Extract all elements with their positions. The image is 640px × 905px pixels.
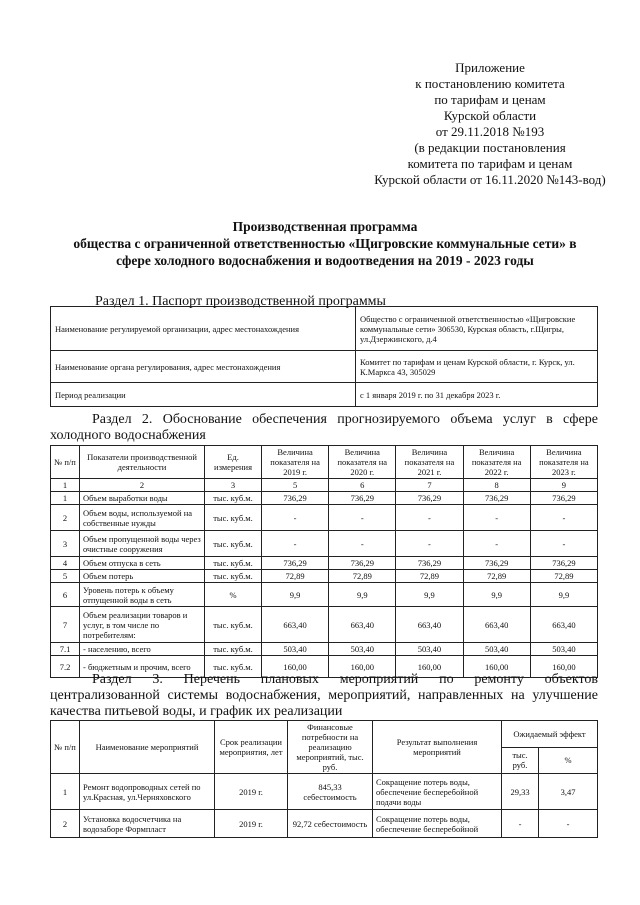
row-number-cell: 7.1 [51,643,80,656]
heading-word: Перечень [183,672,240,687]
appendix-block [360,60,620,188]
header-cell: № п/п [51,721,80,774]
passport-label: Наименование органа регулирования, адрес местонахождения [51,351,356,383]
value-cell: 72,89 [396,570,463,583]
unit-cell: тыс. куб.м. [205,492,262,505]
header-cell: Показатели производственной деятельности [80,446,205,479]
row-number-cell: 6 [51,583,80,607]
value-cell: - [463,505,530,531]
heading-word: Раздел [92,412,132,427]
heading-word: централизованной [50,688,160,703]
indicator-cell: Объем выработки воды [80,492,205,505]
appendix-line: по тарифам и ценам [434,92,546,107]
table-row [51,383,598,407]
title-line: Производственная программа [232,219,418,234]
passport-label: Наименование регулируемой организации, адрес местонахождения [51,307,356,351]
heading-word: обеспечения [252,412,327,427]
table-row [51,643,598,656]
heading-line [50,672,598,688]
value-cell: 72,89 [463,570,530,583]
result-cell: Сокращение потерь воды, обеспечение бесперебойной подачи воды [373,774,502,810]
appendix-line: Курской области [443,108,537,123]
measure-name-cell: Ремонт водопроводных сетей по ул.Красная, ул.Черняховского [80,774,215,810]
value-cell: 663,40 [396,607,463,643]
unit-cell: тыс. куб.м. [205,505,262,531]
row-number-cell: 2 [51,505,80,531]
title-line: сфере холодного водоснабжения и водоотведения на 2019 - 2023 годы [116,253,534,268]
value-cell: 72,89 [329,570,396,583]
header-cell: Наименование мероприятий [80,721,215,774]
section3-heading [50,672,598,720]
header-cell: Срок реализации мероприятия, лет [215,721,288,774]
header-cell: Результат выполнения мероприятий [373,721,502,774]
table-row [51,505,598,531]
value-cell: 160,00 [262,656,329,678]
table-row [51,351,598,383]
value-cell: 160,00 [463,656,530,678]
result-cell: Сокращение потерь воды, обеспечение бесперебойной [373,810,502,838]
value-cell: 503,40 [262,643,329,656]
table-row [51,607,598,643]
value-cell: - [530,531,597,557]
value-cell: 663,40 [262,607,329,643]
measures-table [50,720,598,838]
row-number-cell: 1 [51,774,80,810]
term-cell: 2019 г. [215,774,288,810]
value-cell: 503,40 [329,643,396,656]
title-line: общества с ограниченной ответственностью «Щигровские коммунальные сети» в [73,236,577,251]
header-cell: Величина показателя на 2023 г. [530,446,597,479]
value-cell: 736,29 [396,557,463,570]
table-row [51,570,598,583]
heading-word: водоснабжения, [225,688,321,703]
table-row [51,583,598,607]
heading-word: объема [450,412,493,427]
unit-cell: тыс. куб.м. [205,656,262,678]
indicator-cell: Объем потерь [80,570,205,583]
table-row [51,774,598,810]
value-cell: - [329,505,396,531]
heading-line: холодного водоснабжения [50,428,206,443]
indicator-cell: Объем пропущенной воды через очистные сооружения [80,531,205,557]
heading-word: мероприятий [339,672,419,687]
unit-cell: тыс. куб.м. [205,607,262,643]
value-cell: - [262,531,329,557]
effect-rub-cell: 29,33 [502,774,539,810]
value-cell: 736,29 [329,557,396,570]
passport-label: Период реализации [51,383,356,407]
indicator-cell: - бюджетным и прочим, всего [80,656,205,678]
value-cell: - [396,505,463,531]
passport-value: Общество с ограниченной ответственностью «Щигровские коммунальные сети» 306530, Курская область, г.Щигры, ул.Дзержинского, д.4 [356,307,598,351]
colnum-cell: 2 [80,479,205,492]
heading-word: системы [167,688,219,703]
appendix-line: к постановлению комитета [415,76,565,91]
table-row [51,531,598,557]
header-cell: Величина показателя на 2022 г. [463,446,530,479]
header-cell: Финансовые потребности на реализацию мероприятий, тыс. руб. [288,721,373,774]
heading-word: мероприятий, [328,688,411,703]
value-cell: 9,9 [329,583,396,607]
section2-heading [50,412,598,444]
value-cell: 736,29 [463,557,530,570]
unit-cell: % [205,583,262,607]
value-cell: 503,40 [463,643,530,656]
header-cell: Ожидаемый эффект [502,721,598,748]
heading-line [50,412,598,428]
appendix-line: комитета по тарифам и ценам [407,156,573,171]
heading-word: на [510,688,525,703]
heading-word: объектов [544,672,598,687]
heading-word: направленных [418,688,504,703]
section1-heading: Раздел 1. Паспорт производственной программы [95,294,386,309]
value-cell: - [396,531,463,557]
heading-word: Раздел [92,672,132,687]
unit-cell: тыс. куб.м. [205,557,262,570]
value-cell: 9,9 [262,583,329,607]
colnum-cell: 5 [262,479,329,492]
table-row [51,307,598,351]
table-header-row [51,446,598,479]
header-cell: Величина показателя на 2021 г. [396,446,463,479]
indicator-cell: Объем реализации товаров и услуг, в том числе по потребителям: [80,607,205,643]
table-row [51,810,598,838]
value-cell: 736,29 [396,492,463,505]
effect-rub-cell: - [502,810,539,838]
value-cell: 736,29 [262,492,329,505]
value-cell: 9,9 [463,583,530,607]
colnum-cell: 8 [463,479,530,492]
table-row [51,557,598,570]
value-cell: 736,29 [329,492,396,505]
value-cell: 503,40 [530,643,597,656]
header-cell: тыс. руб. [502,747,539,774]
unit-cell: тыс. куб.м. [205,531,262,557]
indicator-cell: Уровень потерь к объему отпущенной воды в сеть [80,583,205,607]
row-number-cell: 4 [51,557,80,570]
value-cell: 736,29 [463,492,530,505]
row-number-cell: 5 [51,570,80,583]
measure-name-cell: Установка водосчетчика на водозаборе Формпласт [80,810,215,838]
value-cell: 736,29 [530,492,597,505]
heading-line [50,688,598,704]
table-row [51,492,598,505]
appendix-line: Приложение [455,60,525,75]
indicators-body [51,492,598,678]
value-cell: 736,29 [530,557,597,570]
value-cell: 72,89 [262,570,329,583]
value-cell: 663,40 [463,607,530,643]
value-cell: 503,40 [396,643,463,656]
unit-cell: тыс. куб.м. [205,570,262,583]
colnum-cell: 9 [530,479,597,492]
colnum-cell: 6 [329,479,396,492]
document-title [30,218,620,269]
heading-word: в [546,412,553,427]
finance-cell: 92,72 себестоимость [288,810,373,838]
appendix-line: (в редакции постановления [414,140,566,155]
value-cell: - [262,505,329,531]
indicator-cell: Объем воды, используемой на собственные нужды [80,505,205,531]
unit-cell: тыс. куб.м. [205,643,262,656]
heading-word: ремонту [474,672,524,687]
heading-word: 3. [152,672,163,687]
effect-pct-cell: 3,47 [539,774,598,810]
table-header-row [51,721,598,748]
appendix-line: от 29.11.2018 №193 [435,124,545,139]
value-cell: 736,29 [262,557,329,570]
value-cell: 160,00 [396,656,463,678]
passport-value: с 1 января 2019 г. по 31 декабря 2023 г. [356,383,598,407]
value-cell: 9,9 [530,583,597,607]
passport-table [50,306,598,407]
heading-word: по [439,672,454,687]
term-cell: 2019 г. [215,810,288,838]
indicators-table [50,445,598,678]
heading-word: прогнозируемого [337,412,441,427]
row-number-cell: 1 [51,492,80,505]
row-number-cell: 7 [51,607,80,643]
row-number-cell: 7.2 [51,656,80,678]
heading-word: плановых [260,672,319,687]
column-number-row [51,479,598,492]
value-cell: 160,00 [329,656,396,678]
value-cell: 663,40 [329,607,396,643]
heading-word: 2. [141,412,153,427]
heading-word: улучшение [532,688,598,703]
indicator-cell: Объем отпуска в сеть [80,557,205,570]
header-cell: Величина показателя на 2020 г. [329,446,396,479]
measures-body [51,774,598,838]
header-cell: % [539,747,598,774]
row-number-cell: 2 [51,810,80,838]
value-cell: 663,40 [530,607,597,643]
value-cell: - [530,505,597,531]
finance-cell: 845,33 себестоимость [288,774,373,810]
header-cell: Величина показателя на 2019 г. [262,446,329,479]
header-cell: № п/п [51,446,80,479]
heading-line: качества питьевой воды, и график их реализации [50,704,343,719]
value-cell: 9,9 [396,583,463,607]
colnum-cell: 7 [396,479,463,492]
header-cell: Ед. измерения [205,446,262,479]
value-cell: - [329,531,396,557]
colnum-cell: 1 [51,479,80,492]
appendix-line: Курской области от 16.11.2020 №143-вод) [374,172,606,187]
heading-word: Обоснование [162,412,242,427]
value-cell: 160,00 [530,656,597,678]
effect-pct-cell: - [539,810,598,838]
row-number-cell: 3 [51,531,80,557]
heading-word: услуг [502,412,536,427]
heading-word: сфере [563,412,598,427]
passport-value: Комитет по тарифам и ценам Курской области, г. Курск, ул. К.Маркса 43, 305029 [356,351,598,383]
indicator-cell: - населению, всего [80,643,205,656]
colnum-cell: 3 [205,479,262,492]
value-cell: - [463,531,530,557]
value-cell: 72,89 [530,570,597,583]
